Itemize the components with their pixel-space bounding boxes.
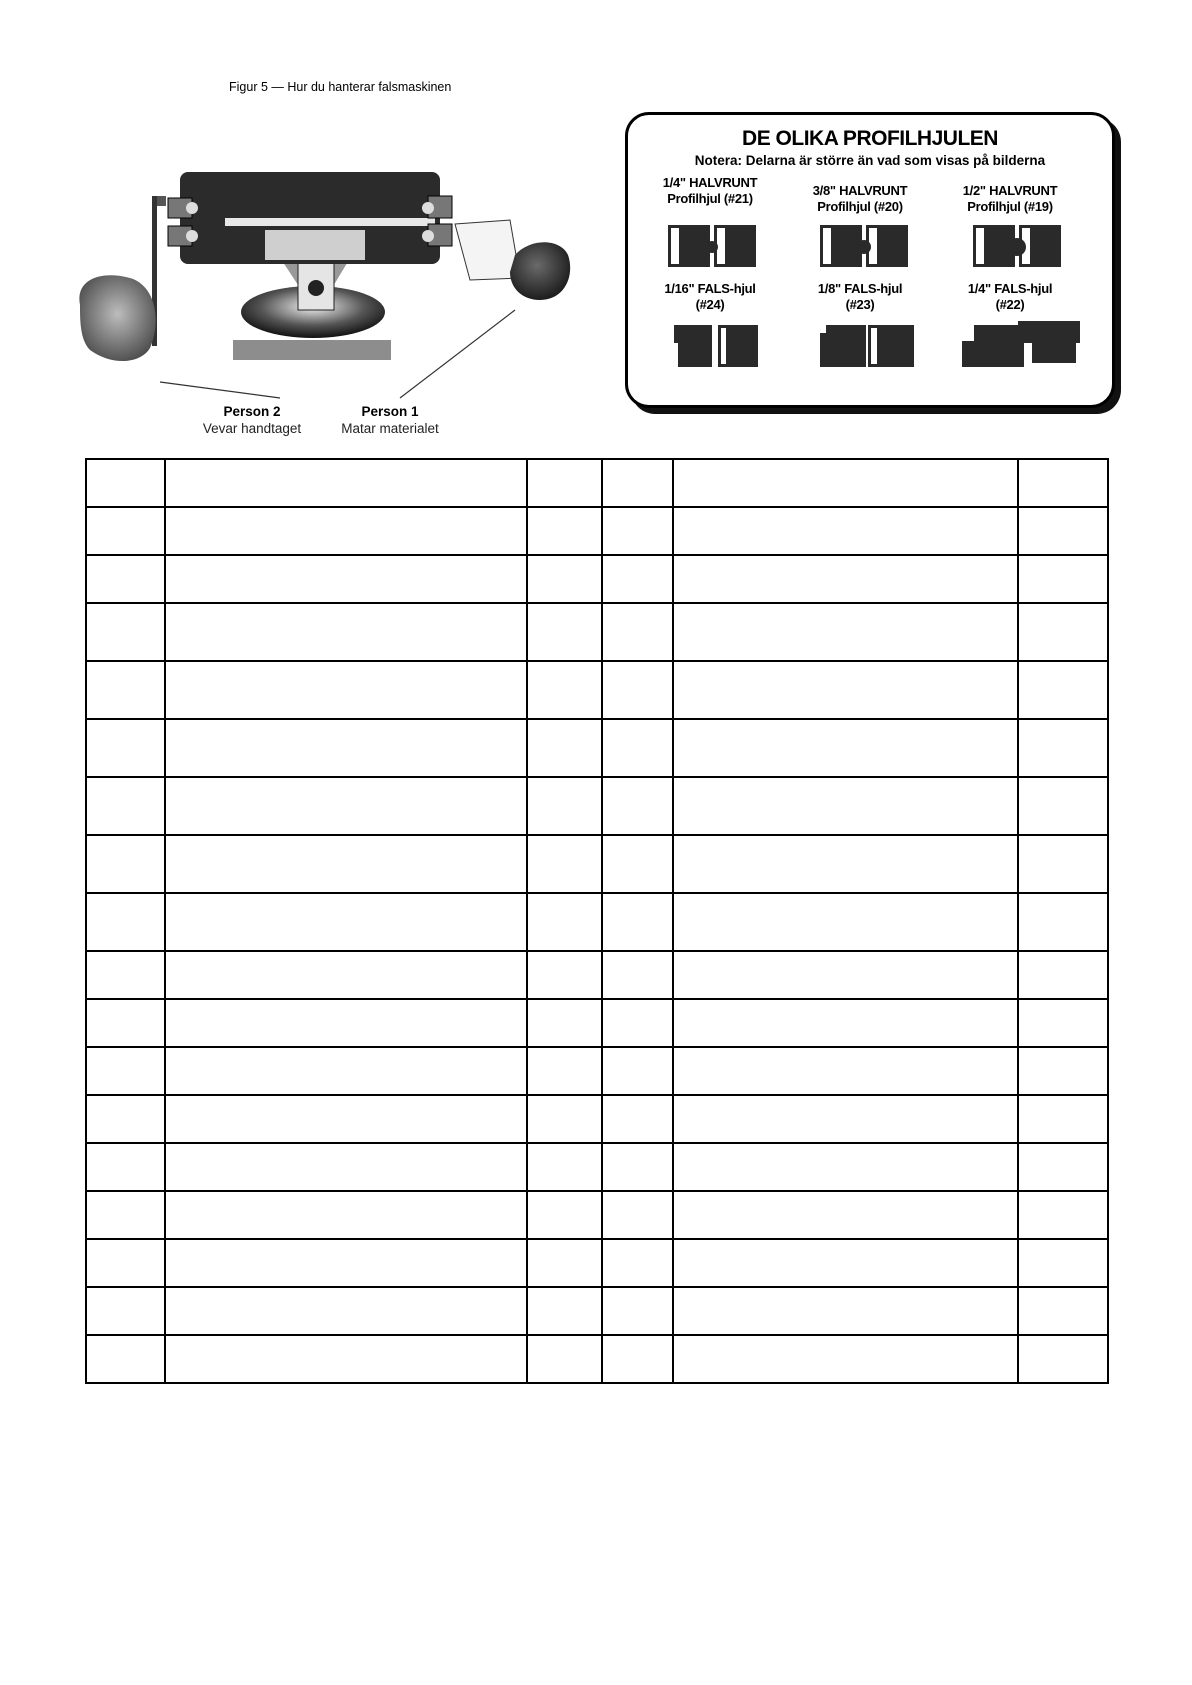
table-cell: [673, 1143, 1018, 1191]
table-cell: [165, 459, 527, 507]
table-cell: [673, 777, 1018, 835]
table-row: [86, 661, 1108, 719]
table-row: [86, 719, 1108, 777]
table-cell: [602, 1095, 673, 1143]
table-cell: [602, 893, 673, 951]
profile-wheel-name: Profilhjul (#20): [817, 199, 903, 214]
table-cell: [673, 661, 1018, 719]
profile-wheel-size: 1/2" HALVRUNT: [962, 183, 1058, 198]
table-row: [86, 1143, 1108, 1191]
table-cell: [165, 999, 527, 1047]
table-cell: [602, 1191, 673, 1239]
profile-wheel-label: [790, 183, 930, 215]
table-cell: [86, 777, 165, 835]
table-cell: [1018, 1095, 1108, 1143]
fold-wheel-size: 1/8" FALS-hjul: [817, 281, 903, 296]
table-cell: [673, 951, 1018, 999]
table-cell: [165, 555, 527, 603]
table-cell: [527, 1143, 602, 1191]
table-cell: [602, 555, 673, 603]
table-cell: [673, 719, 1018, 777]
profile-wheel-label: [940, 183, 1080, 215]
table-cell: [602, 999, 673, 1047]
table-cell: [673, 1095, 1018, 1143]
table-cell: [165, 661, 527, 719]
table-cell: [673, 1287, 1018, 1335]
table-cell: [527, 1047, 602, 1095]
table-cell: [602, 1143, 673, 1191]
table-cell: [1018, 1335, 1108, 1383]
table-cell: [673, 999, 1018, 1047]
table-cell: [602, 1287, 673, 1335]
table-cell: [1018, 661, 1108, 719]
table-cell: [86, 1191, 165, 1239]
fold-wheel-label: [790, 281, 930, 313]
table-cell: [527, 719, 602, 777]
table-cell: [673, 507, 1018, 555]
person-2-role: Vevar handtaget: [202, 421, 302, 436]
table-row: [86, 1191, 1108, 1239]
table-row: [86, 835, 1108, 893]
table-cell: [1018, 1143, 1108, 1191]
table-cell: [165, 1143, 527, 1191]
table-cell: [86, 719, 165, 777]
half-round-wheel-image: [820, 223, 912, 269]
table-cell: [86, 1239, 165, 1287]
table-cell: [1018, 1047, 1108, 1095]
table-cell: [86, 555, 165, 603]
table-cell: [673, 603, 1018, 661]
table-cell: [602, 777, 673, 835]
table-row: [86, 999, 1108, 1047]
table-cell: [602, 661, 673, 719]
table-cell: [602, 1047, 673, 1095]
table-cell: [527, 951, 602, 999]
table-cell: [673, 893, 1018, 951]
table-cell: [527, 661, 602, 719]
fold-wheel-image: [818, 323, 918, 369]
table-cell: [165, 777, 527, 835]
table-cell: [527, 1287, 602, 1335]
table-row: [86, 1287, 1108, 1335]
fold-wheel-name: (#22): [995, 297, 1025, 312]
table-row: [86, 1239, 1108, 1287]
table-cell: [165, 1287, 527, 1335]
person-2-name: Person 2: [223, 404, 281, 419]
table-cell: [673, 555, 1018, 603]
table-row: [86, 1095, 1108, 1143]
table-cell: [86, 603, 165, 661]
table-cell: [165, 893, 527, 951]
table-cell: [86, 1047, 165, 1095]
wheels-note: Notera: Delarna är större än vad som visas på bilderna: [694, 153, 1046, 168]
table-cell: [527, 777, 602, 835]
table-cell: [165, 1095, 527, 1143]
table-cell: [86, 893, 165, 951]
table-cell: [527, 555, 602, 603]
table-cell: [165, 835, 527, 893]
table-cell: [527, 603, 602, 661]
table-cell: [1018, 777, 1108, 835]
table-cell: [527, 1095, 602, 1143]
parts-table: [85, 458, 1109, 1384]
person-1-role: Matar materialet: [341, 421, 439, 436]
table-cell: [86, 835, 165, 893]
table-cell: [1018, 507, 1108, 555]
fold-wheel-name: (#23): [845, 297, 875, 312]
half-round-wheel-image: [973, 223, 1065, 269]
table-cell: [527, 999, 602, 1047]
table-row: [86, 777, 1108, 835]
table-cell: [602, 1239, 673, 1287]
table-row: [86, 951, 1108, 999]
table-row: [86, 507, 1108, 555]
table-row: [86, 893, 1108, 951]
table-cell: [602, 507, 673, 555]
table-cell: [527, 835, 602, 893]
table-cell: [86, 1335, 165, 1383]
table-cell: [527, 459, 602, 507]
fold-wheel-label: [640, 281, 780, 313]
table-cell: [673, 1335, 1018, 1383]
fold-wheel-size: 1/4" FALS-hjul: [967, 281, 1053, 296]
table-cell: [602, 719, 673, 777]
table-cell: [86, 951, 165, 999]
table-cell: [1018, 835, 1108, 893]
table-cell: [602, 459, 673, 507]
table-cell: [86, 999, 165, 1047]
profile-wheel-name: Profilhjul (#19): [967, 199, 1053, 214]
person-2-label: [192, 403, 312, 437]
table-row: [86, 555, 1108, 603]
table-row: [86, 1047, 1108, 1095]
table-cell: [1018, 1287, 1108, 1335]
table-cell: [527, 1335, 602, 1383]
table-cell: [673, 835, 1018, 893]
table-cell: [527, 507, 602, 555]
half-round-wheel-image: [668, 223, 760, 269]
profile-wheels-card: [625, 112, 1115, 408]
table-cell: [527, 1239, 602, 1287]
parts-table-body: [86, 459, 1108, 1383]
table-cell: [527, 1191, 602, 1239]
table-cell: [1018, 555, 1108, 603]
table-row: [86, 1335, 1108, 1383]
fold-wheel-image: [960, 319, 1084, 369]
table-cell: [165, 1335, 527, 1383]
profile-wheel-size: 3/8" HALVRUNT: [812, 183, 908, 198]
table-cell: [165, 1047, 527, 1095]
wheels-title: DE OLIKA PROFILHJULEN: [742, 127, 998, 150]
table-cell: [673, 1191, 1018, 1239]
table-cell: [602, 1335, 673, 1383]
table-cell: [1018, 459, 1108, 507]
table-cell: [165, 1239, 527, 1287]
table-cell: [1018, 719, 1108, 777]
table-cell: [86, 661, 165, 719]
table-cell: [602, 835, 673, 893]
fold-wheel-image: [672, 323, 764, 369]
table-cell: [86, 459, 165, 507]
table-cell: [527, 893, 602, 951]
table-cell: [86, 1287, 165, 1335]
table-cell: [1018, 893, 1108, 951]
table-cell: [673, 459, 1018, 507]
table-cell: [673, 1047, 1018, 1095]
table-cell: [165, 719, 527, 777]
profile-wheel-size: 1/4" HALVRUNT: [662, 175, 758, 190]
table-cell: [165, 1191, 527, 1239]
table-cell: [165, 603, 527, 661]
profile-wheel-label: [640, 175, 780, 207]
table-row: [86, 603, 1108, 661]
table-cell: [86, 1143, 165, 1191]
table-cell: [1018, 603, 1108, 661]
table-cell: [1018, 951, 1108, 999]
table-cell: [1018, 1191, 1108, 1239]
table-cell: [602, 603, 673, 661]
table-cell: [165, 951, 527, 999]
fold-wheel-label: [940, 281, 1080, 313]
table-cell: [673, 1239, 1018, 1287]
table-cell: [602, 951, 673, 999]
beading-machine-illustration: [70, 160, 590, 430]
table-row: [86, 459, 1108, 507]
table-cell: [86, 1095, 165, 1143]
table-cell: [86, 507, 165, 555]
table-cell: [1018, 999, 1108, 1047]
fold-wheel-name: (#24): [695, 297, 725, 312]
table-cell: [1018, 1239, 1108, 1287]
person-1-label: [325, 403, 455, 437]
person-1-name: Person 1: [361, 404, 419, 419]
fold-wheel-size: 1/16" FALS-hjul: [664, 281, 756, 296]
profile-wheel-name: Profilhjul (#21): [667, 191, 753, 206]
table-cell: [165, 507, 527, 555]
figure-caption: Figur 5 — Hur du hanterar falsmaskinen: [229, 80, 452, 94]
